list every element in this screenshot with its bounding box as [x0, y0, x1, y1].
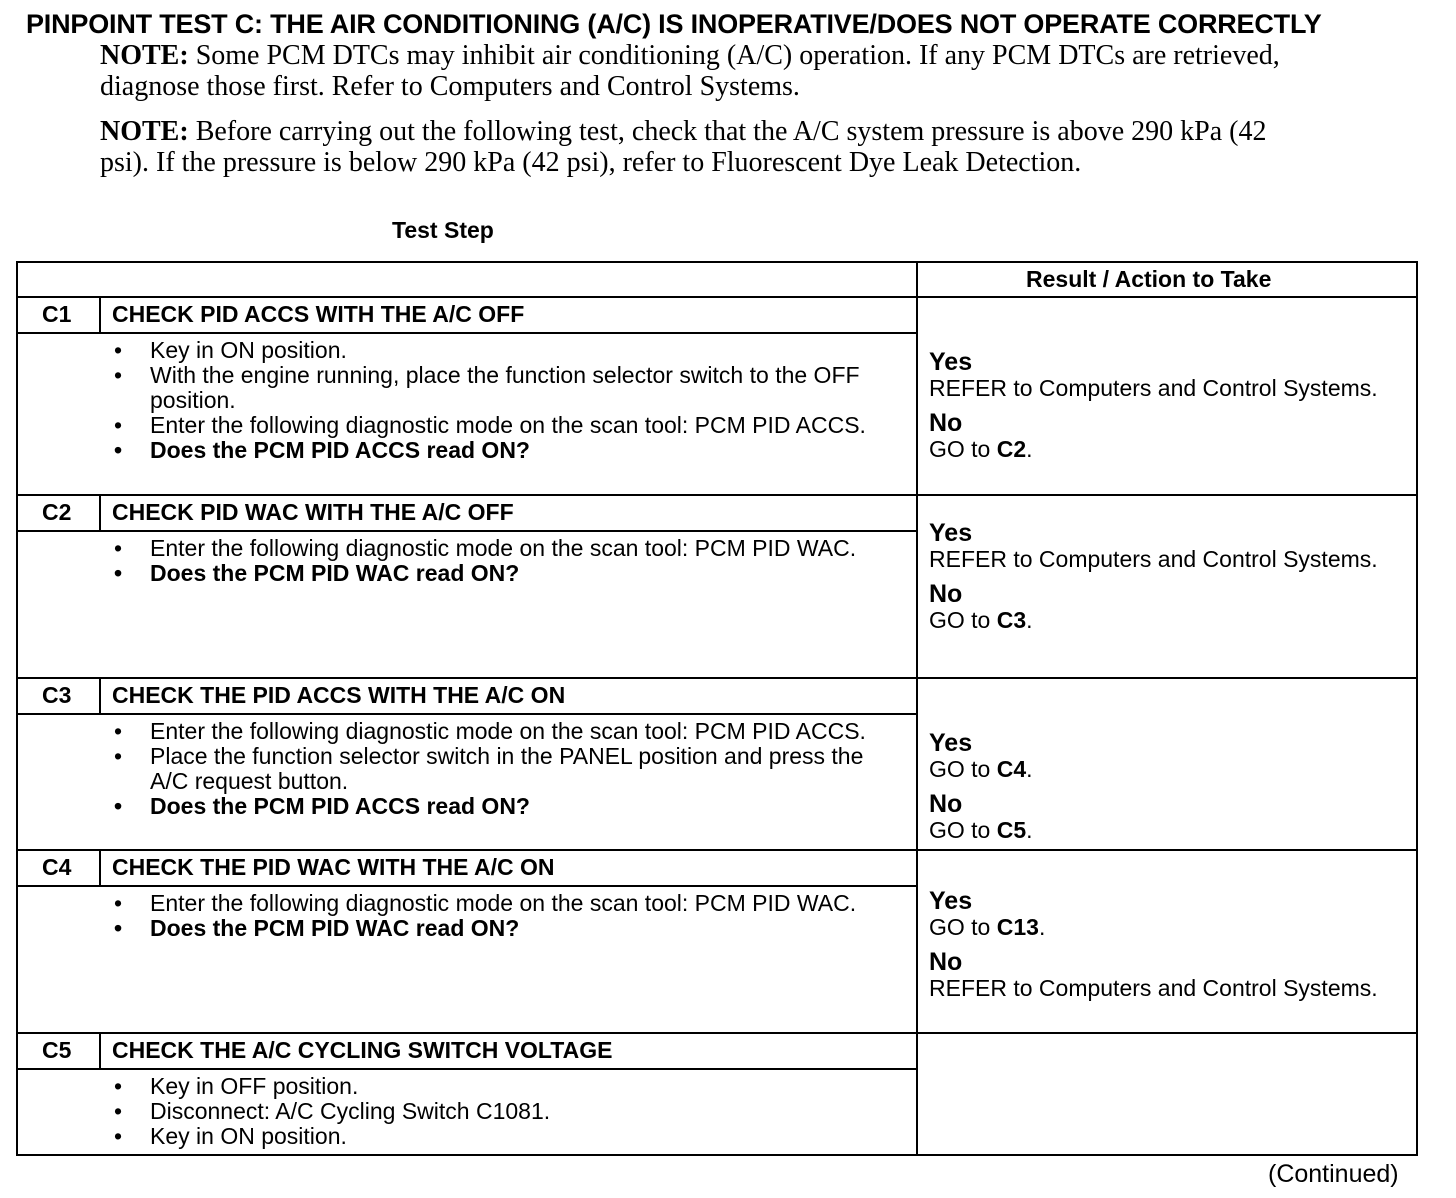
step-title: CHECK THE PID WAC WITH THE A/C ON	[112, 854, 555, 880]
no-action: REFER to Computers and Control Systems.	[929, 975, 1378, 1001]
step-row-divider	[16, 849, 1418, 851]
yes-action	[929, 915, 1399, 940]
action-text: GO to	[929, 817, 997, 843]
note-pcm-dtcs	[100, 40, 1330, 102]
no-label: No	[929, 409, 963, 437]
step-title-divider	[16, 1068, 918, 1070]
step-title-divider	[16, 530, 918, 532]
instruction-item: • With the engine running, place the function selector switch to the OFF position.	[112, 363, 902, 413]
step-result	[929, 887, 1399, 1001]
no-label: No	[929, 580, 963, 608]
instruction-item: • Enter the following diagnostic mode on the scan tool: PCM PID ACCS.	[112, 719, 902, 744]
yes-label: Yes	[929, 887, 973, 915]
step-id: C1	[42, 301, 72, 327]
action-punctuation: .	[1026, 756, 1033, 782]
instruction-question: • Does the PCM PID WAC read ON?	[112, 916, 902, 941]
yes-label: Yes	[929, 348, 973, 376]
yes-action	[929, 757, 1399, 782]
instruction-item: • Place the function selector switch in the PANEL position and press the A/C request button.	[112, 744, 902, 794]
no-label: No	[929, 790, 963, 818]
instruction-question: • Does the PCM PID ACCS read ON?	[112, 438, 902, 463]
action-text: GO to	[929, 607, 997, 633]
step-id: C2	[42, 499, 72, 525]
step-id-divider	[99, 494, 101, 532]
instruction-item: • Key in ON position.	[112, 338, 902, 363]
action-punctuation: .	[1026, 607, 1033, 633]
page-title: PINPOINT TEST C: THE AIR CONDITIONING (A/C) IS INOPERATIVE/DOES NOT OPERATE CORRECTLY	[26, 9, 1322, 39]
instruction-item: • Enter the following diagnostic mode on the scan tool: PCM PID WAC.	[112, 891, 902, 916]
step-instructions	[112, 1074, 902, 1149]
test-step-heading: Test Step	[392, 217, 494, 243]
step-row-divider	[16, 677, 1418, 679]
instruction-question: • Does the PCM PID WAC read ON?	[112, 561, 902, 586]
step-title-divider	[16, 713, 918, 715]
step-title: CHECK PID WAC WITH THE A/C OFF	[112, 499, 514, 525]
action-punctuation: .	[1038, 914, 1046, 940]
step-id-divider	[99, 296, 101, 334]
note-text: Some PCM DTCs may inhibit air conditioning (A/C) operation. If any PCM DTCs are retrieved, diagnose those first. Refer to Computers and Control Systems.	[100, 40, 1280, 102]
step-reference: C4	[996, 756, 1027, 782]
step-id-divider	[99, 677, 101, 715]
step-instructions	[112, 338, 902, 463]
step-id: C3	[42, 682, 72, 708]
action-text: GO to	[929, 914, 997, 940]
yes-action: REFER to Computers and Control Systems.	[929, 375, 1378, 401]
action-text: GO to	[929, 436, 997, 462]
action-punctuation: .	[1026, 817, 1033, 843]
step-title-divider	[16, 332, 918, 334]
action-text: GO to	[929, 756, 997, 782]
step-result	[929, 348, 1399, 462]
step-instructions	[112, 719, 902, 819]
note-label: NOTE:	[100, 40, 189, 71]
yes-label: Yes	[929, 729, 973, 757]
note-system-pressure	[100, 116, 1290, 178]
step-row-divider	[16, 1032, 1418, 1034]
step-title: CHECK PID ACCS WITH THE A/C OFF	[112, 301, 525, 327]
instruction-item: • Disconnect: A/C Cycling Switch C1081.	[112, 1099, 902, 1124]
step-title: CHECK THE PID ACCS WITH THE A/C ON	[112, 682, 566, 708]
column-divider	[916, 261, 918, 1156]
no-action	[929, 437, 1399, 462]
instruction-question: • Does the PCM PID ACCS read ON?	[112, 794, 902, 819]
no-label: No	[929, 948, 963, 976]
step-reference: C13	[996, 914, 1039, 940]
instruction-item: • Enter the following diagnostic mode on the scan tool: PCM PID WAC.	[112, 536, 902, 561]
step-id: C4	[42, 854, 72, 880]
step-reference: C2	[996, 436, 1027, 462]
note-text: Before carrying out the following test, check that the A/C system pressure is above 290 kPa (42 psi). If the pressure is below 290 kPa (42 psi), refer to Fluorescent Dye Leak Detection.	[100, 116, 1267, 178]
step-instructions	[112, 891, 902, 941]
instruction-item: • Key in ON position.	[112, 1124, 902, 1149]
no-action	[929, 608, 1399, 633]
result-action-header: Result / Action to Take	[1026, 266, 1272, 292]
step-reference: C3	[996, 607, 1027, 633]
step-row-divider	[16, 494, 1418, 496]
step-instructions	[112, 536, 902, 586]
step-reference: C5	[996, 817, 1027, 843]
instruction-item: • Enter the following diagnostic mode on the scan tool: PCM PID ACCS.	[112, 413, 902, 438]
yes-label: Yes	[929, 519, 973, 547]
instruction-item: • Key in OFF position.	[112, 1074, 902, 1099]
continued-label: (Continued)	[1268, 1160, 1399, 1188]
step-result	[929, 519, 1399, 633]
note-label: NOTE:	[100, 116, 189, 147]
step-id: C5	[42, 1037, 72, 1063]
step-id-divider	[99, 1032, 101, 1070]
header-row-divider	[16, 296, 1418, 298]
step-title: CHECK THE A/C CYCLING SWITCH VOLTAGE	[112, 1037, 613, 1063]
yes-action: REFER to Computers and Control Systems.	[929, 546, 1378, 572]
no-action	[929, 818, 1399, 843]
step-title-divider	[16, 885, 918, 887]
step-id-divider	[99, 849, 101, 887]
step-result	[929, 729, 1399, 843]
action-punctuation: .	[1026, 436, 1033, 462]
